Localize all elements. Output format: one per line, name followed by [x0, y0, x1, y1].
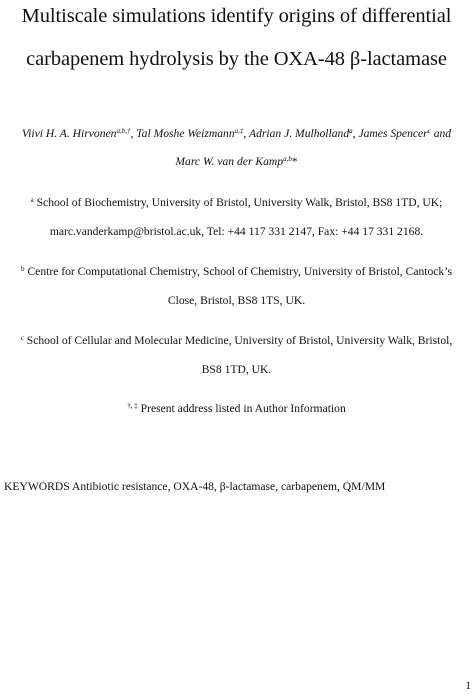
author-name: James Spencer [358, 127, 428, 140]
affiliation-b-line-2: Close, Bristol, BS8 1TS, UK. [167, 294, 306, 307]
affiliation-mark: c [20, 334, 24, 342]
page-number: 1 [465, 679, 471, 692]
footnote-marks: †, ‡ [127, 402, 138, 410]
author-list-line-2 [0, 155, 473, 169]
keywords: KEYWORDS Antibiotic resistance, OXA-48, β-lactamase, carbapenem, QM/MM [4, 480, 386, 493]
author-affiliation-mark: a,b,† [116, 127, 131, 135]
author-affiliation-mark: a [349, 127, 353, 135]
author-name: Adrian J. Mulholland [248, 127, 350, 140]
affiliation-a-line-1 [0, 196, 473, 210]
present-address-note [0, 402, 473, 416]
author-list-line-1 [0, 127, 473, 141]
affiliation-text: School of Cellular and Molecular Medicine, University of Bristol, University Walk, Bristol, [26, 334, 453, 347]
affiliation-text: Centre for Computational Chemistry, School of Chemistry, University of Bristol, Cantock’s [27, 265, 452, 278]
author-separator: , [243, 127, 247, 140]
author-affiliation-mark: a,b [283, 155, 292, 163]
author-name: Tal Moshe Weizmann [136, 127, 235, 140]
title-line-2: carbapenem hydrolysis by the OXA-48 β-lactamase [26, 48, 447, 70]
affiliation-a-line-2: marc.vanderkamp@bristol.ac.uk, Tel: +44 117 331 2147, Fax: +44 17 331 2168. [49, 225, 424, 238]
affiliation-b-line-1 [0, 265, 473, 279]
author-affiliation-mark: c [427, 127, 431, 135]
author-separator: , [130, 127, 134, 140]
affiliation-text: School of Biochemistry, University of Bristol, University Walk, Bristol, BS8 1TD, UK; [36, 196, 443, 209]
affiliation-c-line-2: BS8 1TD, UK. [201, 363, 272, 376]
author-separator: , [352, 127, 356, 140]
author-conjunction: and [433, 127, 452, 140]
author-affiliation-mark: a,‡ [234, 127, 244, 135]
author-name: Marc W. van der Kamp [175, 155, 284, 168]
author-name: Viivi H. A. Hirvonen [21, 127, 117, 140]
affiliation-mark: a [30, 196, 34, 204]
title-line-1: Multiscale simulations identify origins of differential [21, 5, 452, 27]
corresponding-author-mark: * [291, 155, 298, 168]
present-address-text: Present address listed in Author Information [140, 402, 346, 415]
affiliation-c-line-1 [0, 334, 473, 348]
affiliation-mark: b [21, 265, 25, 273]
